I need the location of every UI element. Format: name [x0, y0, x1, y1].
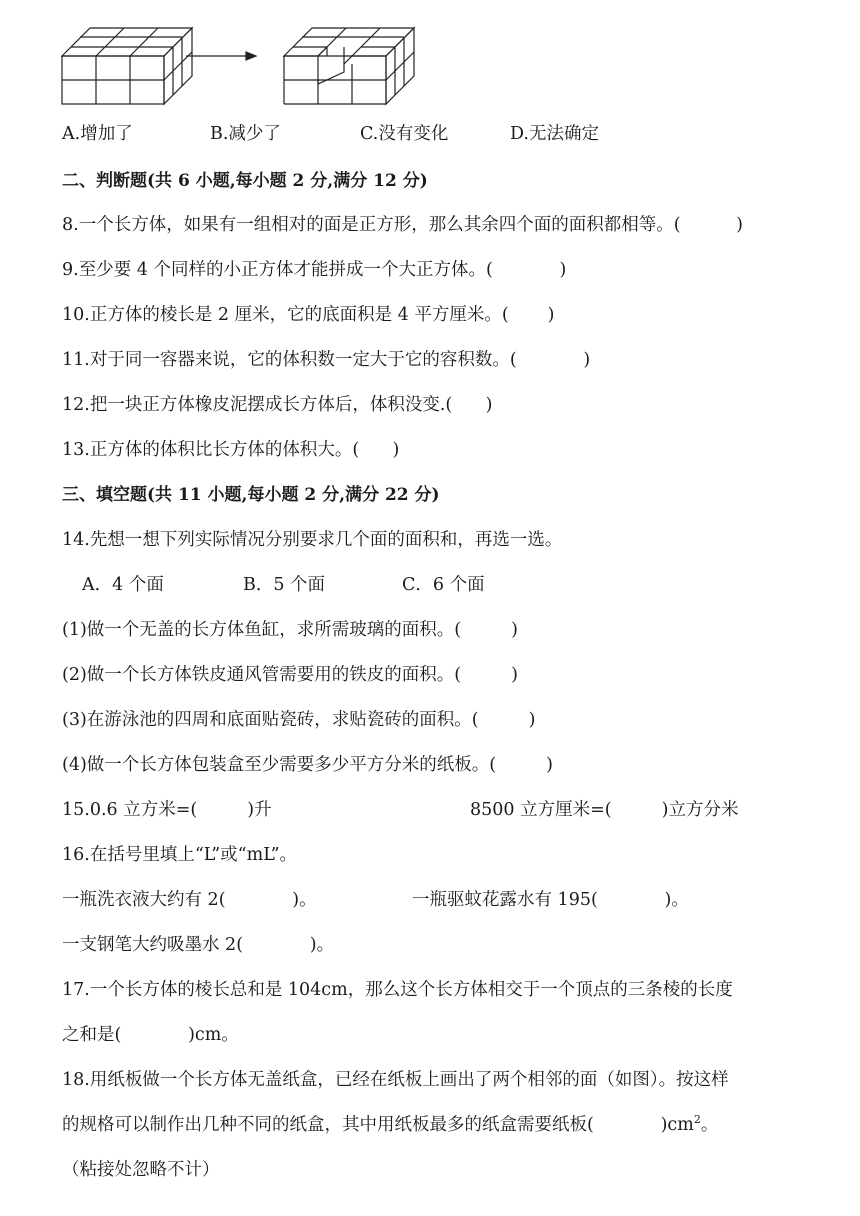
question-14-part-1: (1)做一个无盖的长方体鱼缸，求所需玻璃的面积。( )	[62, 620, 519, 640]
section2-header: 二、判断题(共 6 小题,每小题 2 分,满分 12 分)	[62, 171, 428, 191]
section3-header: 三、填空题(共 11 小题,每小题 2 分,满分 22 分)	[62, 485, 440, 505]
question-10: 10.正方体的棱长是 2 厘米，它的底面积是 4 平方厘米。( )	[62, 305, 555, 325]
question-18-line2-text: 的规格可以制作出几种不同的纸盒，其中用纸板最多的纸盒需要纸板( )cm	[62, 1115, 694, 1135]
q7-option-b: B.减少了	[210, 124, 281, 144]
question-13: 13.正方体的体积比长方体的体积大。( )	[62, 440, 400, 460]
question-17-line2: 之和是( )cm。	[62, 1025, 239, 1045]
question-14-part-3: (3)在游泳池的四周和底面贴瓷砖，求贴瓷砖的面积。( )	[62, 710, 536, 730]
question-16-line1-left: 一瓶洗衣液大约有 2( )。	[62, 890, 317, 910]
q14-choice-a: A．4 个面	[82, 575, 164, 595]
question-11: 11.对于同一容器来说，它的体积数一定大于它的容积数。( )	[62, 350, 591, 370]
question-15-left: 15.0.6 立方米=( )升	[62, 800, 272, 820]
question-14-stem: 14.先想一想下列实际情况分别要求几个面的面积和，再选一选。	[62, 530, 563, 550]
question-8: 8.一个长方体，如果有一组相对的面是正方形，那么其余四个面的面积都相等。( )	[62, 215, 743, 235]
question-18-unit-exponent: 2	[693, 1113, 701, 1127]
cube-figure	[60, 24, 280, 108]
question-16-line2: 一支钢笔大约吸墨水 2( )。	[62, 935, 335, 955]
question-16-line1-right: 一瓶驱蚊花露水有 195( )。	[412, 890, 689, 910]
question-18-line2-end: 。	[700, 1115, 719, 1135]
question-16-stem: 16.在括号里填上“L”或“mL”。	[62, 845, 298, 865]
question-14-part-4: (4)做一个长方体包装盒至少需要多少平方分米的纸板。( )	[62, 755, 554, 775]
question-14-part-2: (2)做一个长方体铁皮通风管需要用的铁皮的面积。( )	[62, 665, 519, 685]
question-15-right: 8500 立方厘米=( )立方分米	[470, 800, 739, 820]
q7-option-a: A.增加了	[62, 124, 133, 144]
question-18-line1: 18.用纸板做一个长方体无盖纸盒，已经在纸板上画出了两个相邻的面（如图）。按这样	[62, 1070, 729, 1090]
q7-option-c: C.没有变化	[360, 124, 449, 144]
question-12: 12.把一块正方体橡皮泥摆成长方体后，体积没变.( )	[62, 395, 493, 415]
question-18-line3: （粘接处忽略不计）	[62, 1160, 220, 1180]
cube-figure-after	[282, 24, 422, 108]
q14-choice-b: B．5 个面	[243, 575, 326, 595]
question-18-line2	[62, 1113, 718, 1137]
question-9: 9.至少要 4 个同样的小正方体才能拼成一个大正方体。( )	[62, 260, 567, 280]
q14-choice-c: C．6 个面	[402, 575, 485, 595]
q7-option-d: D.无法确定	[510, 124, 599, 144]
arrow-icon	[186, 52, 256, 60]
question-17-line1: 17.一个长方体的棱长总和是 104cm，那么这个长方体相交于一个顶点的三条棱的长度	[62, 980, 733, 1000]
